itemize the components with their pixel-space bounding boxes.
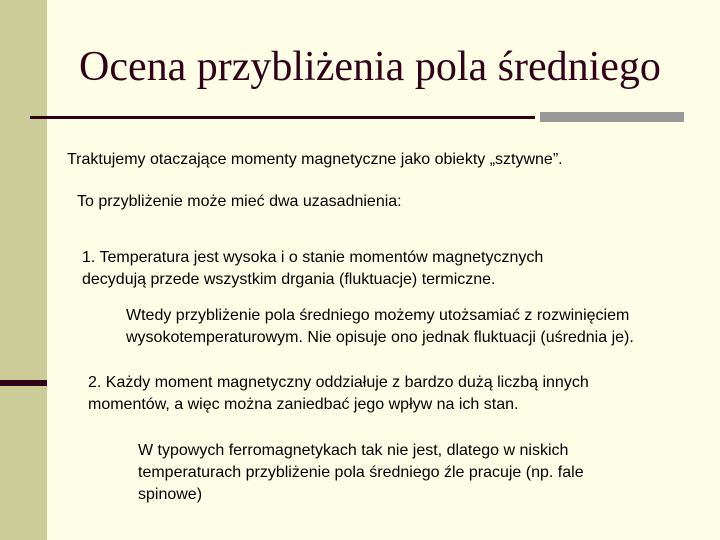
title-underline-accent [540, 112, 684, 122]
text-line: W typowych ferromagnetykach tak nie jest, dlatego w niskich [138, 442, 569, 459]
paragraph-ferromagnets-low-temperature [138, 440, 584, 506]
text-line: temperaturach przybliżenie pola średniego źle pracuje (np. fale [138, 464, 584, 481]
paragraph-many-neighbours [88, 372, 589, 416]
text-line: Traktujemy otaczające momenty magnetyczne jako obiekty „sztywne”. [67, 151, 563, 168]
text-line: 2. Każdy moment magnetyczny oddziałuje z bardzo dużą liczbą innych [88, 374, 589, 391]
paragraph-high-temperature [82, 247, 543, 291]
left-sidebar-accent [0, 380, 47, 386]
text-line: 1. Temperatura jest wysoka i o stanie momentów magnetycznych [82, 249, 544, 266]
slide-title: Ocena przybliżenia pola średniego [79, 44, 661, 90]
text-line: Wtedy przybliżenie pola średniego możemy utożsamiać z rozwinięciem [126, 307, 630, 324]
paragraph-rigid-moments [67, 149, 563, 171]
text-line: spinowe) [138, 486, 203, 503]
left-sidebar-bar [0, 0, 47, 540]
paragraph-high-temperature-expansion [126, 305, 634, 349]
text-line: decydują przede wszystkim drgania (fluktuacje) termiczne. [82, 271, 496, 288]
text-line: momentów, a więc można zaniedbać jego wpływ na ich stan. [88, 396, 519, 413]
title-underline [30, 116, 535, 119]
text-line: wysokotemperaturowym. Nie opisuje ono jednak fluktuacji (uśrednia je). [126, 329, 634, 346]
paragraph-two-justifications [77, 191, 402, 213]
text-line: To przybliżenie może mieć dwa uzasadnienia: [77, 193, 402, 210]
